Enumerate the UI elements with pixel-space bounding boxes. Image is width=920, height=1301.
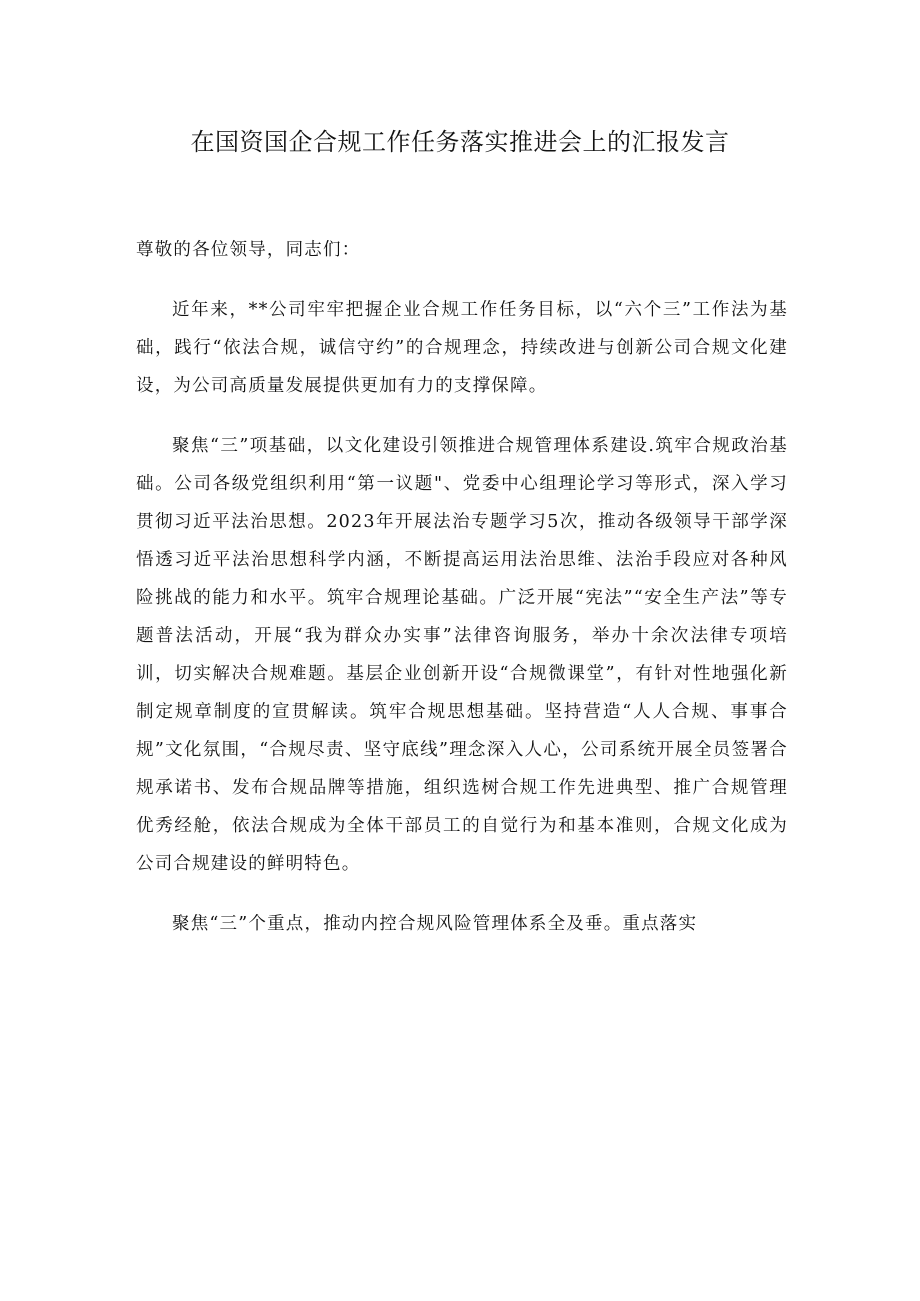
paragraph-culture-foundation: 聚焦“三”项基础，以文化建设引领推进合规管理体系建设.筑牢合规政治基础。公司各级党组织利用“第一议题"、党委中心组理论学习等形式，深入学习贯彻习近平法治思想。2023年开展法治专题学习5次，推动各级领导干部学深悟透习近平法治思想科学内涵，不断提高运用法治思维、法治手段应对各种风险挑战的能力和水平。筑牢合规理论基础。广泛开展“宪法”“安全生产法”等专题普法活动，开展“我为群众办实事”法律咨询服务，举办十余次法律专项培训，切实解决合规难题。基层企业创新开设“合规微课堂”，有针对性地强化新制定规章制度的宣贯解读。筑牢合规思想基础。坚持营造“人人合规、事事合规”文化氛围，“合规尽责、坚守底线”理念深入人心，公司系统开展全员签署合规承诺书、发布合规品牌等措施，组织选树合规工作先进典型、推广合规管理优秀经舱，依法合规成为全体干部员工的自觉行为和基本准则，合规文化成为公司合规建设的鲜明特色。 — [136, 436, 788, 874]
salutation: 尊敬的各位领导，同志们： — [136, 240, 361, 260]
paragraph-key-points: 聚焦“三”个重点，推动内控合规风险管理体系全及垂。重点落实 — [172, 914, 698, 934]
document-title: 在国资国企合规工作任务落实推进会上的汇报发言 — [190, 128, 730, 156]
paragraph-intro: 近年来，**公司牢牢把握企业合规工作任务目标，以“六个三”工作法为基础，践行“依法合规，诚信守约”的合规理念，持续改进与创新公司合规文化建设，为公司高质量发展提供更加有力的支撑保障。 — [136, 300, 788, 396]
document-body — [136, 231, 788, 943]
